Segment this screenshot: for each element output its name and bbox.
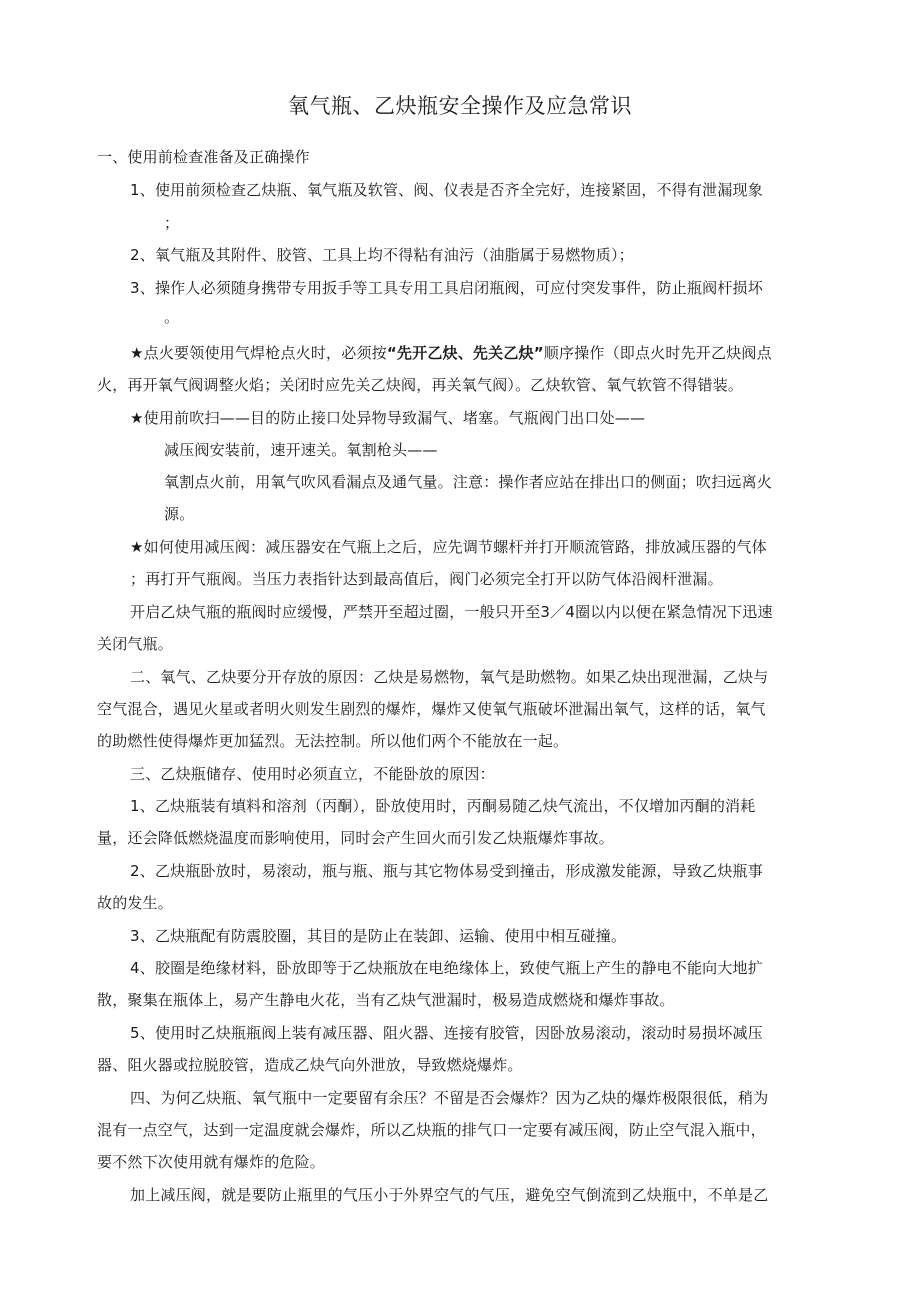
section-1-item-1: 1、使用前须检查乙炔瓶、氧气瓶及软管、阀、仪表是否齐全完好，连接紧固，不得有泄漏现象 bbox=[130, 181, 763, 199]
ignition-emphasis: “先开乙炔、先关乙炔” bbox=[386, 344, 544, 362]
regulator-paragraph-cont: ；再打开气瓶阀。当压力表指针达到最高值后，阀门必须完全打开以防气体沿阀杆泄漏。 bbox=[130, 570, 723, 588]
purge-line-3: 氧割点火前，用氧气吹风看漏点及通气量。注意：操作者应站在排出口的侧面；吹扫远离火 bbox=[164, 473, 773, 491]
ignition-paragraph-cont: 火，再开氧气阀调整火焰；关闭时应先关乙炔阀，再关氧气阀）。乙炔软管、氧气软管不得错装。 bbox=[97, 376, 744, 394]
valve-opening-paragraph: 开启乙炔气瓶的瓶阀时应缓慢，严禁开至超过圈，一般只开至3／4圈以内以便在紧急情况下迅速 bbox=[130, 603, 773, 621]
purge-line-4: 源。 bbox=[164, 505, 195, 523]
section-2-line-2: 空气混合，遇见火星或者明火则发生剧烈的爆炸，爆炸又使氧气瓶破坏泄漏出氧气，这样的话，氧气 bbox=[97, 700, 766, 718]
valve-opening-paragraph-cont: 关闭气瓶。 bbox=[97, 635, 174, 653]
section-2-line-3: 的助燃性使得爆炸更加猛烈。无法控制。所以他们两个不能放在一起。 bbox=[97, 732, 569, 750]
purge-paragraph: ★使用前吹扫——目的防止接口处异物导致漏气、堵塞。气瓶阀门出口处—— bbox=[130, 409, 646, 427]
section-4-line-2: 混有一点空气，达到一定温度就会爆炸，所以乙炔瓶的排气口一定要有减压阀，防止空气混入瓶中， bbox=[97, 1121, 766, 1139]
section-3-item-5-cont: 器、阻火器或拉脱胶管，造成乙炔气向外泄放，导致燃烧爆炸。 bbox=[97, 1056, 523, 1074]
section-3-item-2-cont: 故的发生。 bbox=[97, 894, 174, 912]
section-3-item-1-cont: 量，还会降低燃烧温度而影响使用，同时会产生回火而引发乙炔瓶爆炸事故。 bbox=[97, 829, 614, 847]
section-1-item-2: 2、氧气瓶及其附件、胶管、工具上均不得粘有油污（油脂属于易燃物质）； bbox=[130, 246, 634, 264]
section-3-item-4-cont: 散，聚集在瓶体上，易产生静电火花，当有乙炔气泄漏时，极易造成燃烧和爆炸事故。 bbox=[97, 991, 675, 1009]
section-4-line-3: 要不然下次使用就有爆炸的危险。 bbox=[97, 1153, 326, 1171]
section-3-heading: 三、乙炔瓶储存、使用时必须直立，不能卧放的原因： bbox=[130, 765, 495, 783]
section-4-paragraph: 四、为何乙炔瓶、氧气瓶中一定要留有余压？不留是否会爆炸？因为乙炔的爆炸极限很低，稍为 bbox=[130, 1089, 769, 1107]
purge-line-2: 减压阀安装前，速开速关。氧割枪头—— bbox=[164, 441, 438, 459]
ignition-text-2: 顺序操作（即点火时先开乙炔阀点 bbox=[543, 344, 772, 362]
section-4-line-4: 加上减压阀，就是要防止瓶里的气压小于外界空气的气压，避免空气倒流到乙炔瓶中，不单是乙 bbox=[130, 1186, 769, 1204]
ignition-paragraph bbox=[130, 342, 772, 364]
section-1-item-3-cont: 。 bbox=[164, 308, 180, 326]
section-1-item-3: 3、操作人必须随身携带专用扳手等工具专用工具启闭瓶阀，可应付突发事件，防止瓶阀杆损坏 bbox=[130, 279, 763, 297]
ignition-text-1: ★点火要领使用气焊枪点火时，必须按 bbox=[130, 344, 387, 362]
section-3-item-1: 1、乙炔瓶装有填料和溶剂（丙酮），卧放使用时，丙酮易随乙炔气流出，不仅增加丙酮的消耗 bbox=[130, 797, 756, 815]
section-3-item-4: 4、胶圈是绝缘材料，卧放即等于乙炔瓶放在电绝缘体上，致使气瓶上产生的静电不能向大地扩 bbox=[130, 959, 763, 977]
section-2-paragraph: 二、氧气、乙炔要分开存放的原因：乙炔是易燃物，氧气是助燃物。如果乙炔出现泄漏，乙炔与 bbox=[130, 668, 769, 686]
section-3-item-5: 5、使用时乙炔瓶瓶阀上装有减压器、阻火器、连接有胶管，因卧放易滚动，滚动时易损坏减压 bbox=[130, 1024, 763, 1042]
section-3-item-2: 2、乙炔瓶卧放时，易滚动，瓶与瓶、瓶与其它物体易受到撞击，形成激发能源，导致乙炔瓶事 bbox=[130, 862, 763, 880]
section-1-heading: 一、使用前检查准备及正确操作 bbox=[97, 148, 310, 166]
section-1-item-1-cont: ； bbox=[164, 214, 180, 232]
page-title: 氧气瓶、乙炔瓶安全操作及应急常识 bbox=[288, 94, 632, 118]
regulator-paragraph: ★如何使用减压阀：减压器安在气瓶上之后，应先调节螺杆并打开顺流管路，排放减压器的气体 bbox=[130, 538, 767, 556]
section-3-item-3: 3、乙炔瓶配有防震胶圈，其目的是防止在装卸、运输、使用中相互碰撞。 bbox=[130, 927, 627, 945]
